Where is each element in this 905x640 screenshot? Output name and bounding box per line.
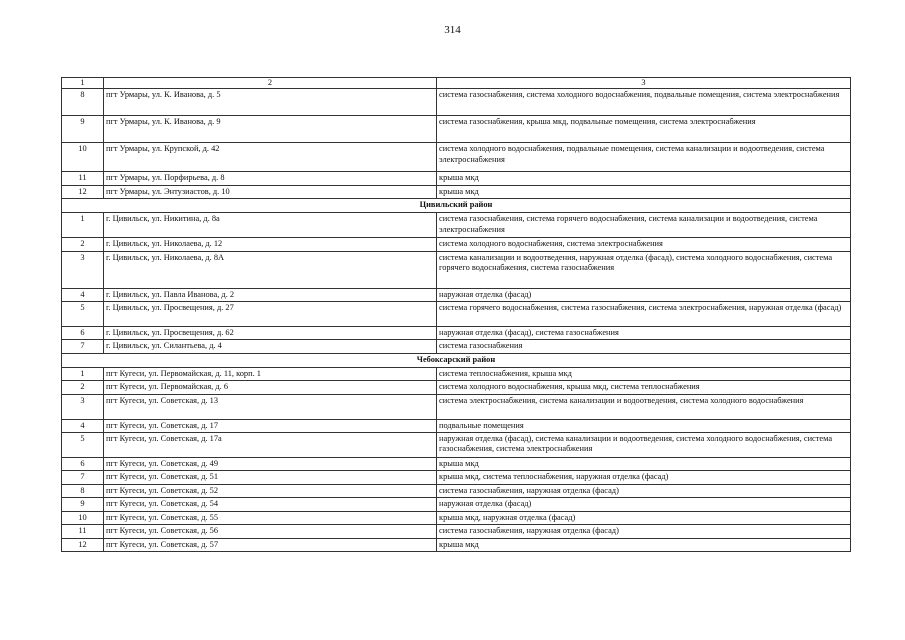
row-address: пгт Урмары, ул. Крупской, д. 42 [104,143,437,172]
row-work-types: система холодного водоснабжения, крыша мкд, система теплоснабжения [437,381,851,394]
row-address: пгт Кугеси, ул. Советская, д. 17а [104,433,437,458]
row-address: пгт Кугеси, ул. Первомайская, д. 6 [104,381,437,394]
table-row [62,381,851,394]
row-number: 6 [62,327,104,340]
row-address: пгт Урмары, ул. К. Иванова, д. 9 [104,116,437,143]
table-row [62,340,851,353]
row-work-types: система газоснабжения, наружная отделка (фасад) [437,525,851,538]
table-row [62,525,851,538]
table-row [62,471,851,484]
row-work-types: система электроснабжения, система канализации и водоотведения, система холодного водоснабжения [437,394,851,419]
row-number: 6 [62,458,104,471]
table-row [62,302,851,327]
row-number: 12 [62,185,104,198]
row-work-types: наружная отделка (фасад) [437,288,851,301]
row-number: 3 [62,251,104,288]
table-row [62,367,851,380]
row-address: пгт Кугеси, ул. Советская, д. 57 [104,538,437,551]
table-row [62,251,851,288]
table-row [62,484,851,497]
row-address: пгт Кугеси, ул. Советская, д. 52 [104,484,437,497]
table-row [62,419,851,432]
page-number: 314 [444,24,461,36]
district-header-row [62,199,851,213]
row-number: 7 [62,340,104,353]
table-row [62,511,851,524]
table-row [62,89,851,116]
row-work-types: система газоснабжения, система холодного водоснабжения, подвальные помещения, система электроснабжения [437,89,851,116]
row-address: г. Цивильск, ул. Просвещения, д. 27 [104,302,437,327]
table-row [62,498,851,511]
row-number: 4 [62,288,104,301]
row-address: пгт Кугеси, ул. Советская, д. 49 [104,458,437,471]
row-work-types: система теплоснабжения, крыша мкд [437,367,851,380]
row-address: г. Цивильск, ул. Никитина, д. 8а [104,213,437,238]
table-row [62,185,851,198]
row-work-types: крыша мкд [437,185,851,198]
table-header-row [62,78,851,89]
row-number: 2 [62,238,104,251]
row-address: пгт Урмары, ул. К. Иванова, д. 5 [104,89,437,116]
table-row [62,538,851,551]
table-row [62,116,851,143]
table-row [62,143,851,172]
row-number: 8 [62,89,104,116]
table-row [62,394,851,419]
row-address: пгт Урмары, ул. Порфирьева, д. 8 [104,172,437,185]
row-number: 11 [62,172,104,185]
table-row [62,213,851,238]
row-number: 9 [62,498,104,511]
row-number: 9 [62,116,104,143]
row-work-types: система газоснабжения, крыша мкд, подвальные помещения, система электроснабжения [437,116,851,143]
district-title: Цивильский район [62,199,851,213]
row-number: 1 [62,367,104,380]
row-address: пгт Кугеси, ул. Советская, д. 13 [104,394,437,419]
table-body [62,78,851,552]
row-address: г. Цивильск, ул. Силантьева, д. 4 [104,340,437,353]
table-row [62,238,851,251]
row-address: г. Цивильск, ул. Просвещения, д. 62 [104,327,437,340]
row-work-types: наружная отделка (фасад), система газоснабжения [437,327,851,340]
table-row [62,433,851,458]
repair-register-table [61,77,851,552]
row-address: г. Цивильск, ул. Николаева, д. 8А [104,251,437,288]
row-work-types: крыша мкд [437,172,851,185]
table-row [62,172,851,185]
row-work-types: наружная отделка (фасад) [437,498,851,511]
row-work-types: крыша мкд, система теплоснабжения, наружная отделка (фасад) [437,471,851,484]
row-address: г. Цивильск, ул. Павла Иванова, д. 2 [104,288,437,301]
row-address: пгт Кугеси, ул. Советская, д. 55 [104,511,437,524]
row-work-types: крыша мкд [437,458,851,471]
header-col-1: 1 [62,78,104,89]
row-address: пгт Кугеси, ул. Советская, д. 17 [104,419,437,432]
row-address: пгт Кугеси, ул. Советская, д. 51 [104,471,437,484]
row-number: 4 [62,419,104,432]
district-header-row [62,353,851,367]
row-number: 2 [62,381,104,394]
row-address: пгт Урмары, ул. Энтузиастов, д. 10 [104,185,437,198]
row-number: 11 [62,525,104,538]
row-number: 10 [62,143,104,172]
row-work-types: крыша мкд [437,538,851,551]
row-number: 1 [62,213,104,238]
row-work-types: система холодного водоснабжения, система электроснабжения [437,238,851,251]
row-work-types: система холодного водоснабжения, подвальные помещения, система канализации и водоотведения, система электроснабжения [437,143,851,172]
row-work-types: система канализации и водоотведения, наружная отделка (фасад), система холодного водоснабжения, система горячего водоснабжения, система газоснабжения [437,251,851,288]
row-work-types: наружная отделка (фасад), система канализации и водоотведения, система холодного водоснабжения, система газоснабжения, система электроснабжения [437,433,851,458]
row-number: 5 [62,433,104,458]
row-work-types: крыша мкд, наружная отделка (фасад) [437,511,851,524]
row-address: пгт Кугеси, ул. Первомайская, д. 11, корп. 1 [104,367,437,380]
table-row [62,327,851,340]
row-work-types: система газоснабжения, система горячего водоснабжения, система канализации и водоотведения, система электроснабжения [437,213,851,238]
header-col-3: 3 [437,78,851,89]
row-work-types: система газоснабжения [437,340,851,353]
table-row [62,458,851,471]
row-number: 5 [62,302,104,327]
row-number: 10 [62,511,104,524]
row-work-types: подвальные помещения [437,419,851,432]
row-number: 3 [62,394,104,419]
row-address: пгт Кугеси, ул. Советская, д. 56 [104,525,437,538]
row-work-types: система газоснабжения, наружная отделка (фасад) [437,484,851,497]
row-address: пгт Кугеси, ул. Советская, д. 54 [104,498,437,511]
row-number: 7 [62,471,104,484]
table-row [62,288,851,301]
row-number: 8 [62,484,104,497]
header-col-2: 2 [104,78,437,89]
row-work-types: система горячего водоснабжения, система газоснабжения, система электроснабжения, наружная отделка (фасад) [437,302,851,327]
row-address: г. Цивильск, ул. Николаева, д. 12 [104,238,437,251]
row-number: 12 [62,538,104,551]
district-title: Чебоксарский район [62,353,851,367]
